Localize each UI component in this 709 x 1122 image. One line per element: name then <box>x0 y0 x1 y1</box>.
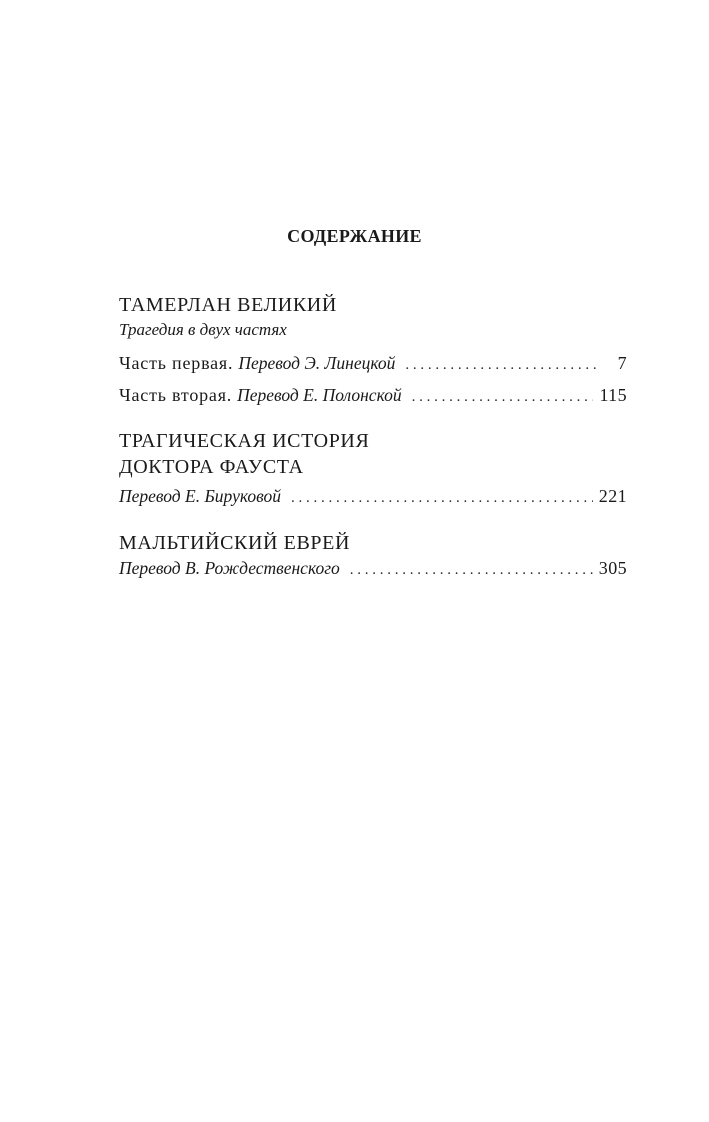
toc-entry <box>119 351 627 377</box>
work-title: ТАМЕРЛАН ВЕЛИКИЙ <box>119 294 337 316</box>
part-label: Часть первая. <box>119 353 234 373</box>
toc-work-jew-of-malta <box>119 530 627 582</box>
dot-leader <box>405 353 597 377</box>
toc-work-faustus <box>119 428 627 510</box>
toc-entry <box>119 484 627 510</box>
page-number: 221 <box>598 486 627 506</box>
translator-credit: Перевод Е. Бируковой <box>119 486 281 506</box>
dot-leader <box>412 385 594 409</box>
translator-credit: Перевод В. Рождественского <box>119 558 340 578</box>
part-label: Часть вторая. <box>119 385 233 405</box>
toc-work-tamburlaine <box>119 292 627 409</box>
work-title: ДОКТОРА ФАУСТА <box>119 456 304 478</box>
work-title: ТРАГИЧЕСКАЯ ИСТОРИЯ <box>119 430 370 452</box>
page-number: 305 <box>598 558 627 578</box>
dot-leader <box>350 558 593 582</box>
work-subtitle: Трагедия в двух частях <box>119 320 287 339</box>
page-number: 115 <box>599 385 627 405</box>
toc-entry <box>119 383 627 409</box>
page-title: СОДЕРЖАНИЕ <box>287 226 422 246</box>
translator-credit: Перевод Е. Полонской <box>237 385 402 405</box>
work-title: МАЛЬТИЙСКИЙ ЕВРЕЙ <box>119 532 350 554</box>
translator-credit: Перевод Э. Линецкой <box>238 353 396 373</box>
toc-entry <box>119 556 627 582</box>
page-number: 7 <box>617 353 627 373</box>
dot-leader <box>291 486 593 510</box>
